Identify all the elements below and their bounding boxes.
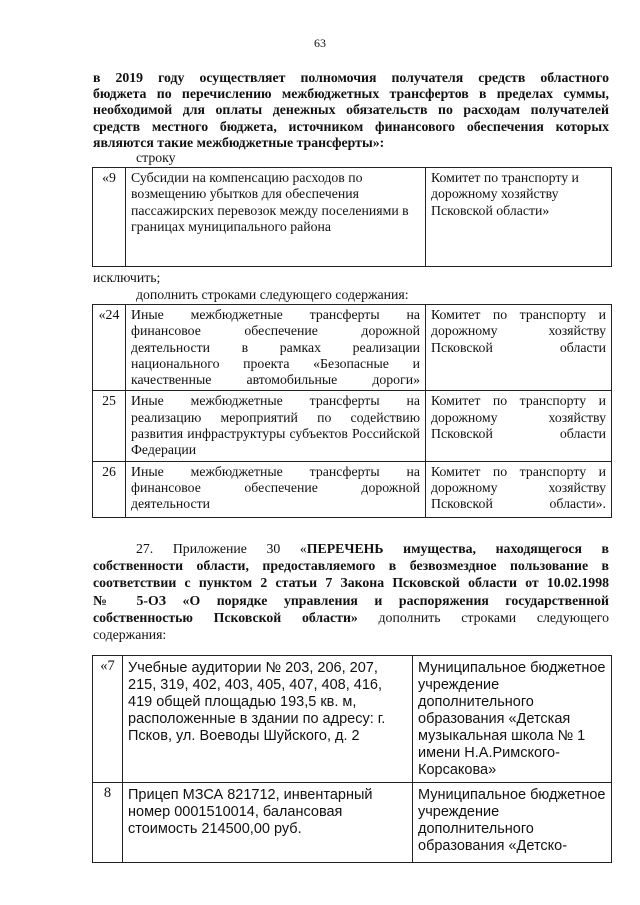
table-row bbox=[93, 783, 612, 863]
intro-line: являются такие межбюджетные трансферты»: bbox=[93, 134, 385, 150]
row-org: Муниципальное бюджетное учреждение дополнительного образования «Детско- bbox=[413, 783, 612, 863]
label-dopolnit: дополнить строками следующего содержания: bbox=[136, 287, 409, 302]
row-text: Иные межбюджетные трансферты на реализацию мероприятий по содействию развития инфраструктуры субъектов Российской Федерации bbox=[126, 391, 426, 461]
table-row bbox=[93, 391, 612, 461]
intro-line: в 2019 году осуществляет полномочия получателя средств областного bbox=[93, 70, 609, 85]
row-text: Субсидии на компенсацию расходов по возмещению убытков для обеспечения пассажирских перевозок между поселениями в границах муниципального района bbox=[126, 168, 426, 267]
table-added-rows bbox=[92, 304, 612, 518]
para27-line: содержания: bbox=[93, 627, 167, 643]
row-org: Комитет по транспорту и дорожному хозяйству Псковской области» bbox=[426, 168, 612, 267]
intro-line: необходимой для оплаты денежных обязательств по расходам получателей bbox=[93, 102, 609, 118]
row-org: Муниципальное бюджетное учреждение дополнительного образования «Детская музыкальная школа № 1 имени Н.А.Римского-Корсакова» bbox=[413, 656, 612, 783]
row-number: «7 bbox=[93, 656, 123, 783]
paragraph-27 bbox=[93, 540, 609, 643]
table-excluded-row bbox=[92, 167, 612, 267]
row-number: 26 bbox=[93, 461, 126, 517]
para27-line1-plain: 27. Приложение 30 « bbox=[136, 541, 307, 556]
row-org: Комитет по транспорту и дорожному хозяйству Псковской области bbox=[426, 305, 612, 391]
label-stroku: строку bbox=[136, 150, 176, 165]
row-number: «24 bbox=[93, 305, 126, 391]
row-number: «9 bbox=[93, 168, 126, 267]
para27-line: собственности области, предоставляемого в безвозмездное пользование в bbox=[93, 558, 609, 574]
table-row bbox=[93, 461, 612, 517]
para27-line bbox=[93, 540, 609, 557]
row-number: 25 bbox=[93, 391, 126, 461]
row-number: 8 bbox=[93, 783, 123, 863]
table-row bbox=[93, 168, 612, 267]
row-text: Иные межбюджетные трансферты на финансовое обеспечение дорожной деятельности в рамках реализации национального проекта «Безопасные и качественные автомобильные дороги» bbox=[126, 305, 426, 391]
table-row bbox=[93, 656, 612, 783]
para27-line: соответствии с пунктом 2 статьи 7 Закона Псковской области от 10.02.1998 bbox=[93, 575, 609, 591]
row-org: Комитет по транспорту и дорожному хозяйству Псковской области». bbox=[426, 461, 612, 517]
intro-line: средств местного бюджета, источником финансового обеспечения которых bbox=[93, 118, 609, 134]
para27-line bbox=[93, 609, 609, 626]
page-number: 63 bbox=[314, 36, 326, 50]
intro-paragraph bbox=[93, 70, 609, 151]
intro-line: бюджета по перечислению межбюджетных трансфертов в пределах суммы, bbox=[93, 86, 609, 102]
para27-line5-plain: дополнить строками следующего bbox=[357, 609, 609, 625]
label-iskluchit: исключить; bbox=[93, 270, 161, 285]
para27-line: № 5-ОЗ «О порядке управления и распоряжения государственной bbox=[93, 592, 609, 608]
row-text: Учебные аудитории № 203, 206, 207, 215, 319, 402, 403, 405, 407, 408, 416, 419 общей площадью 193,5 кв. м, расположенные в здании по адресу: г. Псков, ул. Воеводы Шуйского, д. 2 bbox=[123, 656, 413, 783]
para27-line1-bold: ПЕРЕЧЕНЬ имущества, находящегося в bbox=[306, 541, 609, 556]
row-text: Иные межбюджетные трансферты на финансовое обеспечение дорожной деятельности bbox=[126, 461, 426, 517]
row-org: Комитет по транспорту и дорожному хозяйству Псковской области bbox=[426, 391, 612, 461]
row-text: Прицеп МЗСА 821712, инвентарный номер 0001510014, балансовая стоимость 214500,00 руб. bbox=[123, 783, 413, 863]
table-row bbox=[93, 305, 612, 391]
para27-line5-bold: собственностью Псковской области» bbox=[93, 609, 358, 625]
table-property-rows bbox=[92, 655, 612, 863]
